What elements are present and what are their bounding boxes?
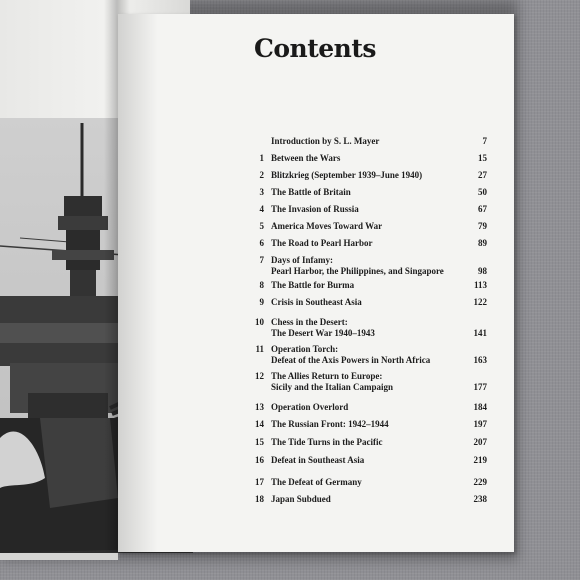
chapter-title-line: The Battle for Burma [271, 280, 355, 290]
chapter-number: 13 [255, 402, 264, 412]
chapter-page-number: 79 [478, 221, 487, 231]
chapter-title [271, 187, 461, 198]
chapter-number: 8 [259, 280, 264, 290]
chapter-title-line: Blitzkrieg (September 1939–June 1940) [271, 170, 423, 180]
chapter-page-number: 67 [478, 204, 487, 214]
chapter-title [271, 221, 461, 232]
chapter-title [271, 238, 461, 249]
chapter-page-number: 122 [473, 297, 487, 307]
chapter-page-number: 207 [473, 437, 487, 447]
chapter-subtitle-line: Pearl Harbor, the Philippines, and Singapore [271, 266, 444, 276]
chapter-number: 17 [255, 477, 264, 487]
chapter-title-line: Operation Overlord [271, 402, 349, 412]
chapter-number: 2 [259, 170, 264, 180]
chapter-title-line: The Invasion of Russia [271, 204, 359, 214]
page-curve-shade [118, 14, 158, 552]
chapter-title [271, 477, 461, 488]
chapter-subtitle-line: Sicily and the Italian Campaign [271, 382, 394, 392]
page-title: Contents [253, 34, 376, 63]
chapter-page-number: 89 [478, 238, 487, 248]
chapter-title-line: Operation Torch: [271, 344, 339, 354]
chapter-title-line: Crisis in Southeast Asia [271, 297, 362, 307]
chapter-number: 11 [255, 344, 264, 354]
chapter-title-line: America Moves Toward War [271, 221, 383, 231]
chapter-title-line: The Battle of Britain [271, 187, 351, 197]
chapter-title [271, 455, 461, 466]
chapter-page-number: 184 [473, 402, 487, 412]
chapter-number: 15 [255, 437, 264, 447]
chapter-page-number: 177 [473, 382, 487, 392]
chapter-title-line: The Road to Pearl Harbor [271, 238, 373, 248]
chapter-title [271, 494, 461, 505]
chapter-title [271, 419, 461, 430]
chapter-page-number: 98 [478, 266, 487, 276]
chapter-title [271, 317, 461, 339]
chapter-page-number: 197 [473, 419, 487, 429]
chapter-number: 14 [255, 419, 264, 429]
chapter-page-number: 15 [478, 153, 487, 163]
chapter-title-line: Defeat in Southeast Asia [271, 455, 365, 465]
chapter-title [271, 297, 461, 308]
chapter-title [271, 170, 461, 181]
chapter-page-number: 163 [473, 355, 487, 365]
chapter-number: 1 [259, 153, 264, 163]
chapter-title-line: Days of Infamy: [271, 255, 333, 265]
chapter-subtitle-line: The Desert War 1940–1943 [271, 328, 375, 338]
chapter-number: 18 [255, 494, 264, 504]
chapter-title [271, 153, 461, 164]
chapter-number: 10 [255, 317, 264, 327]
chapter-title [271, 344, 461, 366]
toc-intro-page: 7 [482, 136, 487, 146]
chapter-number: 4 [259, 204, 264, 214]
chapter-page-number: 141 [473, 328, 487, 338]
chapter-number: 3 [259, 187, 264, 197]
chapter-title [271, 280, 461, 291]
chapter-title [271, 255, 461, 277]
chapter-title [271, 402, 461, 413]
chapter-page-number: 229 [473, 477, 487, 487]
toc-intro-label: Introduction by S. L. Mayer [271, 136, 380, 146]
chapter-title-line: The Defeat of Germany [271, 477, 362, 487]
chapter-title-line: Chess in the Desert: [271, 317, 348, 327]
chapter-title [271, 204, 461, 215]
chapter-page-number: 219 [473, 455, 487, 465]
chapter-title-line: The Russian Front: 1942–1944 [271, 419, 389, 429]
chapter-subtitle-line: Defeat of the Axis Powers in North Africa [271, 355, 431, 365]
chapter-number: 7 [259, 255, 264, 265]
chapter-title-line: The Tide Turns in the Pacific [271, 437, 383, 447]
chapter-title-line: The Allies Return to Europe: [271, 371, 383, 381]
chapter-number: 6 [259, 238, 264, 248]
chapter-number: 16 [255, 455, 264, 465]
chapter-page-number: 50 [478, 187, 487, 197]
chapter-page-number: 238 [473, 494, 487, 504]
chapter-title [271, 437, 461, 448]
chapter-number: 12 [255, 371, 264, 381]
chapter-page-number: 27 [478, 170, 487, 180]
chapter-title-line: Between the Wars [271, 153, 341, 163]
chapter-title-line: Japan Subdued [271, 494, 331, 504]
chapter-page-number: 113 [473, 280, 487, 290]
chapter-title [271, 371, 461, 393]
chapter-number: 5 [259, 221, 264, 231]
chapter-number: 9 [259, 297, 264, 307]
